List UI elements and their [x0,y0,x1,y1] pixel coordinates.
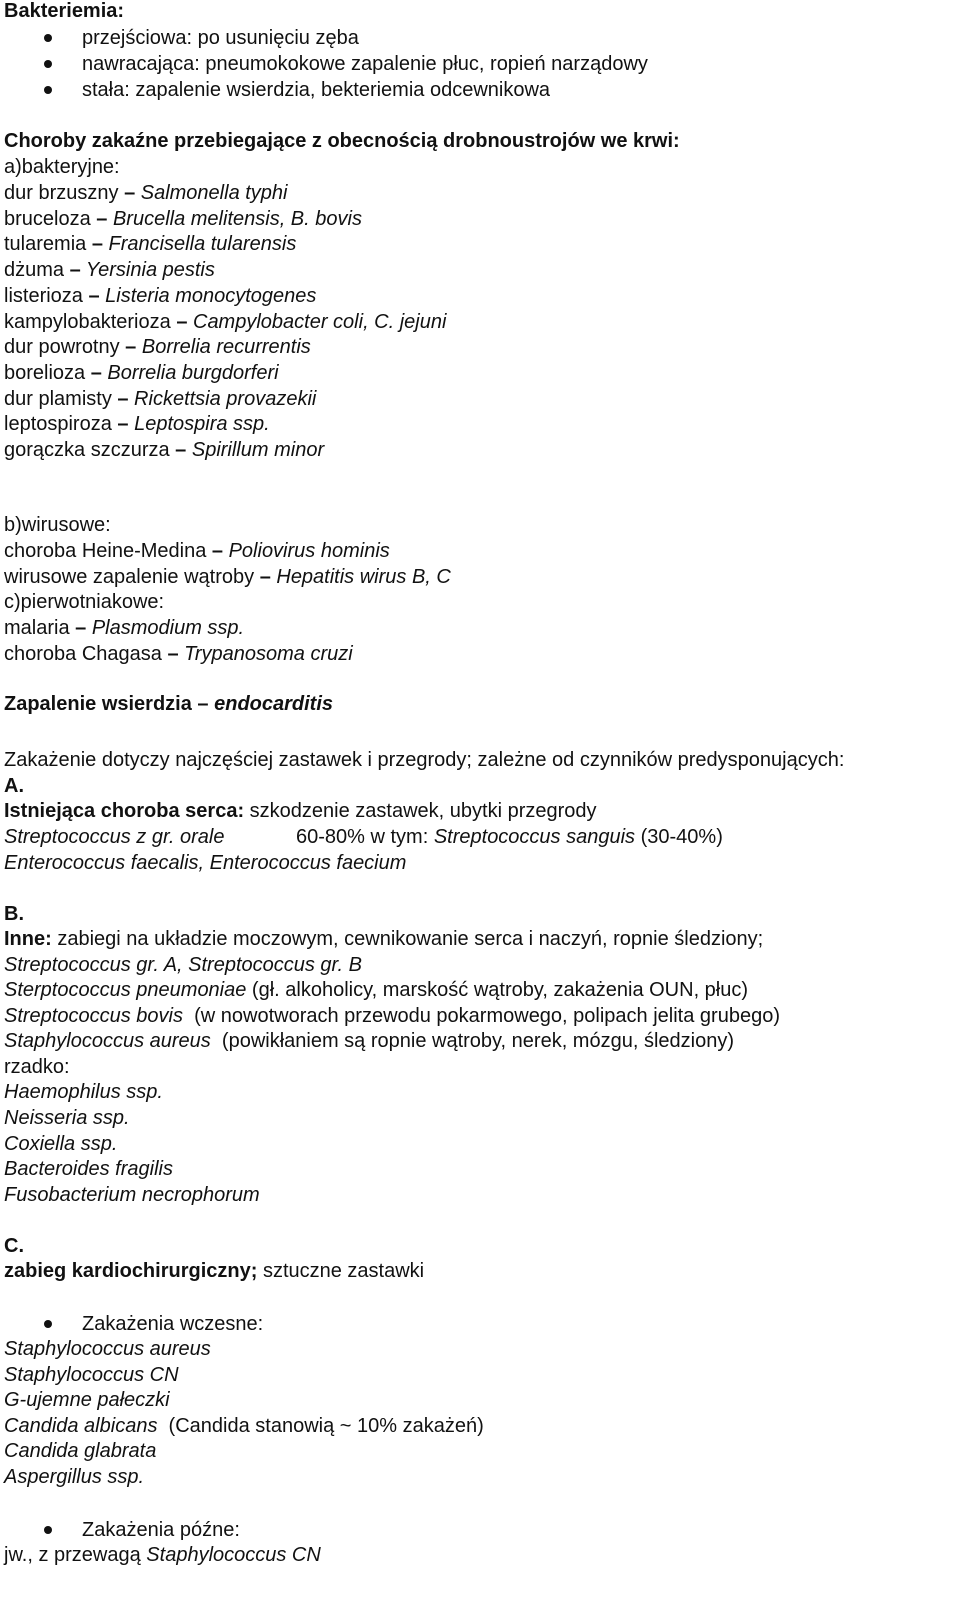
disease-row [4,309,446,335]
dash: – [91,233,103,256]
early-organism: Candida glabrata [4,1440,157,1462]
endocarditis-heading: Zapalenie wsierdzia – endocarditis [4,693,334,715]
disease-name: dur powrotny [4,336,126,359]
organism-name: Brucella melitensis, B. bovis [107,207,362,230]
disease-name: borelioza [4,361,91,384]
organism-name: Campylobacter coli, C. jejuni [187,310,447,333]
section-c-letter: C. [4,1235,24,1257]
disease-row [4,641,353,667]
dash: – [69,259,81,282]
organism-name: Borrelia burgdorferi [101,361,279,384]
section-b-letter: B. [4,903,24,925]
disease-row [4,257,215,283]
rare-organism: Coxiella ssp. [4,1133,118,1155]
section-b-line: Inne: zabiegi na układzie moczowym, cewnikowanie serca i naczyń, ropnie śledziony; [4,928,764,950]
disease-name: choroba Chagasa [4,642,168,665]
viral-label: b)wirusowe: [4,514,111,536]
section-a-line: Istniejąca choroba serca: szkodzenie zastawek, ubytki przegrody [4,800,597,822]
organism-name: Listeria monocytogenes [99,284,317,307]
disease-name: dur brzuszny [4,182,125,204]
organism-name: Trypanosoma cruzi [178,642,353,665]
disease-name: tularemia [4,233,92,256]
disease-row [4,360,279,386]
dash: – [125,336,137,359]
organism-name: Yersinia pestis [80,259,215,282]
disease-name: kampylobakterioza [4,310,177,333]
bullet-icon [44,60,52,68]
section-a-orale: Streptococcus z gr. orale 60-80% w tym: Streptococcus sanguis (30-40%) [4,826,723,848]
dash: – [117,413,129,436]
early-organism: Staphylococcus CN [4,1364,179,1386]
organism-name: Plasmodium ssp. [86,617,245,639]
bullet-icon [44,1320,52,1328]
early-candida: Candida albicans (Candida stanowią ~ 10% zakażeń) [4,1415,484,1437]
endocarditis-intro: Zakażenie dotyczy najczęściej zastawek i przegrody; zależne od czynników predysponujących: [4,749,845,771]
organism-name: Leptospira ssp. [128,413,270,436]
disease-row [4,437,324,463]
late-infections-line: jw., z przewagą Staphylococcus CN [4,1544,321,1566]
organism-name: Rickettsia provazekii [128,387,317,410]
disease-row [4,538,390,564]
disease-name: bruceloza [4,207,97,230]
dash: – [211,540,224,562]
early-organism: Staphylococcus aureus [4,1338,211,1360]
section-c-line: zabieg kardiochirurgiczny; sztuczne zastawki [4,1260,425,1282]
rare-organism: Haemophilus ssp. [4,1081,163,1103]
disease-name: leptospiroza [4,413,118,436]
section-a-enterococcus: Enterococcus faecalis, Enterococcus faecium [4,852,407,874]
disease-row [4,411,270,437]
organism-name: Francisella tularensis [102,233,297,256]
disease-name: malaria [4,617,76,639]
disease-name: listerioza [4,284,89,307]
disease-row [4,615,244,641]
organism-name: Poliovirus hominis [223,540,390,562]
rare-organism: Fusobacterium necrophorum [4,1184,260,1206]
organism-name: Borrelia recurrentis [136,336,311,359]
protozoan-label: c)pierwotniakowe: [4,591,165,613]
rare-organism: Bacteroides fragilis [4,1158,173,1180]
bacterial-label: a)bakteryjne: [4,156,120,178]
bullet-icon [44,1526,52,1534]
bullet-icon [44,86,52,94]
dash: – [124,182,136,204]
disease-row [4,386,316,412]
dash: – [167,642,179,665]
disease-name: dżuma [4,259,70,282]
section-b-aureus: Staphylococcus aureus (powikłaniem są ropnie wątroby, nerek, mózgu, śledziony) [4,1030,734,1052]
section-b-strep: Streptococcus gr. A, Streptococcus gr. B [4,954,362,976]
organism-name: Spirillum minor [186,439,325,461]
dash: – [75,617,87,639]
dash: – [175,439,187,461]
section-b-pneumoniae: Sterptococcus pneumoniae (gł. alkoholicy, marskość wątroby, zakażenia OUN, płuc) [4,979,749,1001]
disease-row [4,231,296,257]
disease-name: gorączka szczurza [4,439,176,461]
dash: – [176,310,188,333]
disease-name: wirusowe zapalenie wątroby [4,565,260,588]
dash: – [117,387,129,410]
disease-name: choroba Heine-Medina [4,540,212,562]
dash: – [96,207,108,230]
disease-name: dur plamisty [4,387,118,410]
dash: – [259,565,271,588]
bullet-icon [44,34,52,42]
disease-row [4,334,311,360]
section-b-rare-label: rzadko: [4,1056,70,1078]
dash: – [90,361,102,384]
bakteriemia-heading: Bakteriemia: [4,0,125,22]
organism-name: Hepatitis wirus B, C [270,565,451,588]
rare-organism: Neisseria ssp. [4,1107,130,1129]
early-organism: G-ujemne pałeczki [4,1389,170,1411]
disease-row [4,206,362,232]
disease-row [4,564,451,590]
section-b-bovis: Streptococcus bovis (w nowotworach przewodu pokarmowego, polipach jelita grubego) [4,1005,780,1027]
section-a-letter: A. [4,775,24,797]
choroby-heading: Choroby zakaźne przebiegające z obecnością drobnoustrojów we krwi: [4,130,680,152]
early-organism: Aspergillus ssp. [4,1466,145,1488]
organism-name: Salmonella typhi [135,182,288,204]
disease-row [4,180,288,206]
dash: – [88,284,100,307]
disease-row [4,283,316,309]
